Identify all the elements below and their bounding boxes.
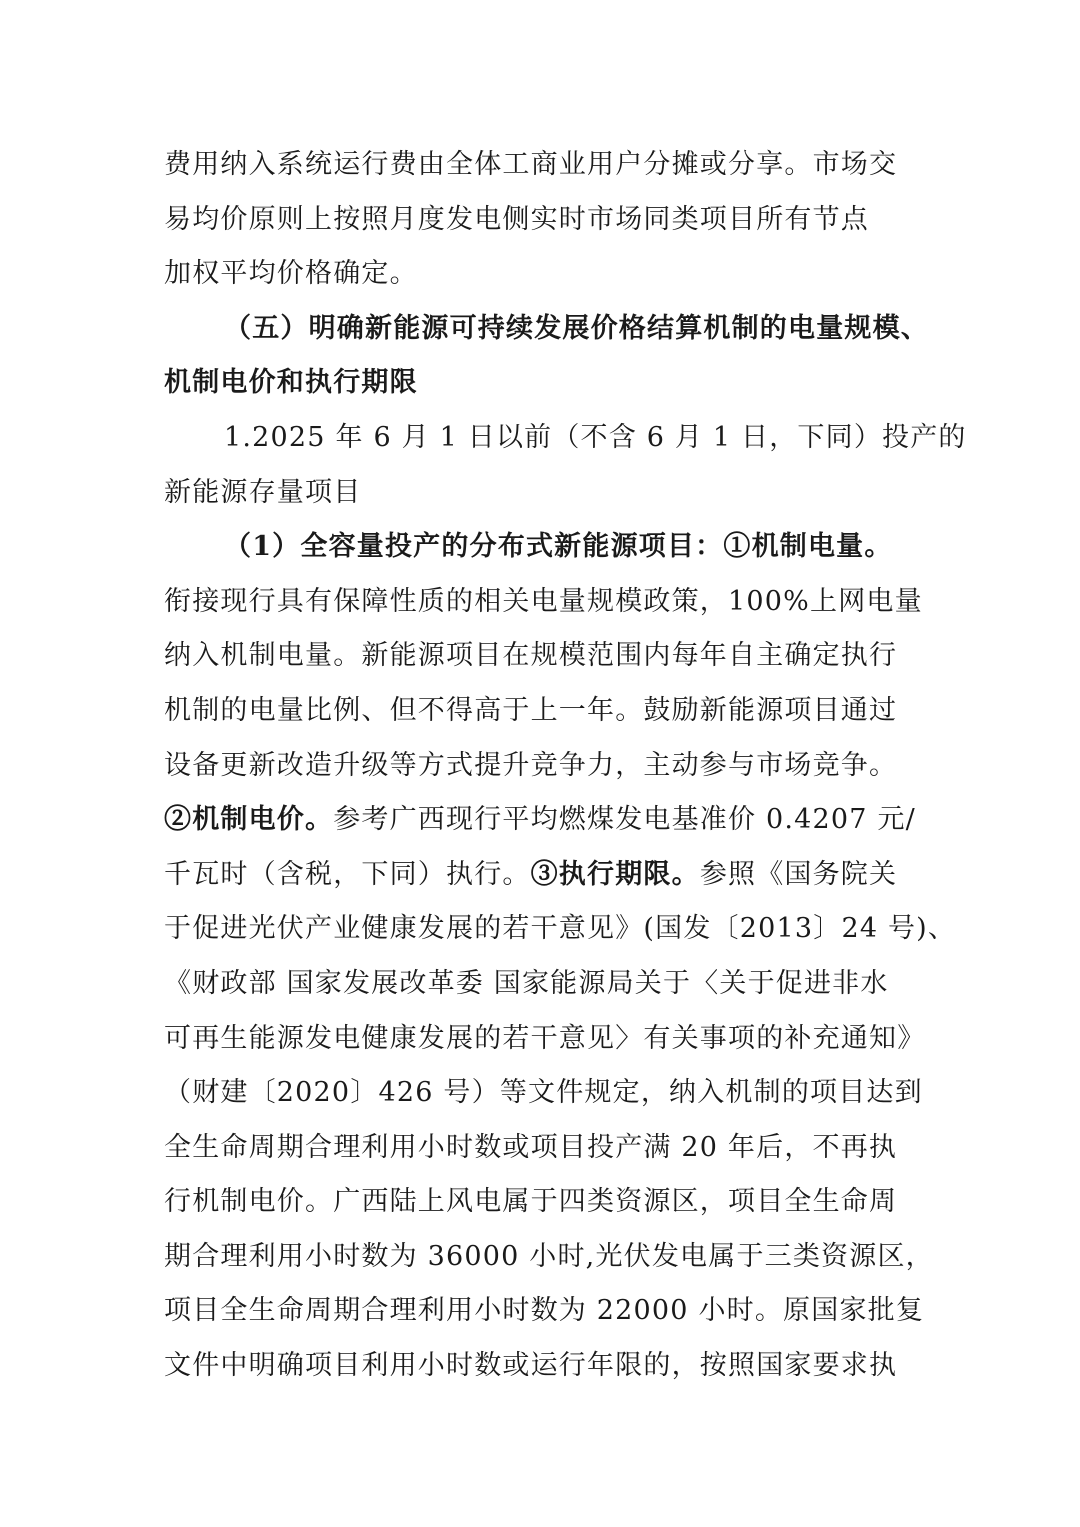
mechanism-price-text-continued: 千瓦时（含税，下同）执行。 <box>164 858 531 890</box>
item-heading-continued: 新能源存量项目 <box>164 476 362 508</box>
paragraph-line: 文件中明确项目利用小时数或运行年限的，按照国家要求执 <box>164 1350 898 1382</box>
paragraph-line: 全生命周期合理利用小时数或项目投产满 20 年后，不再执 <box>164 1131 898 1163</box>
mechanism-price-label: ②机制电价。 <box>164 804 334 836</box>
paragraph-line: （财建〔2020〕426 号）等文件规定，纳入机制的项目达到 <box>164 1077 923 1109</box>
section-heading-continued: 机制电价和执行期限 <box>164 367 418 399</box>
document-body <box>164 138 967 1394</box>
mechanism-price-line <box>164 793 924 848</box>
paragraph-line: 于促进光伏产业健康发展的若干意见》(国发〔2013〕24 号)、 <box>164 913 957 945</box>
paragraph-line: 《财政部 国家发展改革委 国家能源局关于〈关于促进非水 <box>164 967 889 999</box>
subitem-heading: （1）全容量投产的分布式新能源项目：①机制电量。 <box>224 531 893 563</box>
paragraph-line: 项目全生命周期合理利用小时数为 22000 小时。原国家批复 <box>164 1295 925 1327</box>
mechanism-price-text: 参考广西现行平均燃煤发电基准价 0.4207 元/ <box>333 804 916 836</box>
paragraph-line: 期合理利用小时数为 36000 小时,光伏发电属于三类资源区， <box>164 1240 934 1272</box>
paragraph-line: 设备更新改造升级等方式提升竞争力，主动参与市场竞争。 <box>164 749 898 781</box>
item-heading: 1.2025 年 6 月 1 日以前（不含 6 月 1 日，下同）投产的 <box>224 421 967 453</box>
paragraph-line: 易均价原则上按照月度发电侧实时市场同类项目所有节点 <box>164 203 869 235</box>
execution-term-label: ③执行期限。 <box>530 858 700 890</box>
paragraph-line: 费用纳入系统运行费由全体工商业用户分摊或分享。市场交 <box>164 149 898 180</box>
paragraph-line: 衔接现行具有保障性质的相关电量规模政策，100%上网电量 <box>164 585 923 617</box>
paragraph-line: 加权平均价格确定。 <box>164 258 418 290</box>
paragraph-line: 行机制电价。广西陆上风电属于四类资源区，项目全生命周 <box>164 1186 898 1218</box>
execution-term-text: 参照《国务院关 <box>699 858 898 890</box>
paragraph-line: 可再生能源发电健康发展的若干意见〉有关事项的补充通知》 <box>164 1022 926 1054</box>
section-heading: （五）明确新能源可持续发展价格结算机制的电量规模、 <box>224 312 929 344</box>
paragraph-line: 纳入机制电量。新能源项目在规模范围内每年自主确定执行 <box>164 640 898 672</box>
paragraph-line: 机制的电量比例、但不得高于上一年。鼓励新能源项目通过 <box>164 694 898 726</box>
execution-term-line <box>164 848 924 903</box>
